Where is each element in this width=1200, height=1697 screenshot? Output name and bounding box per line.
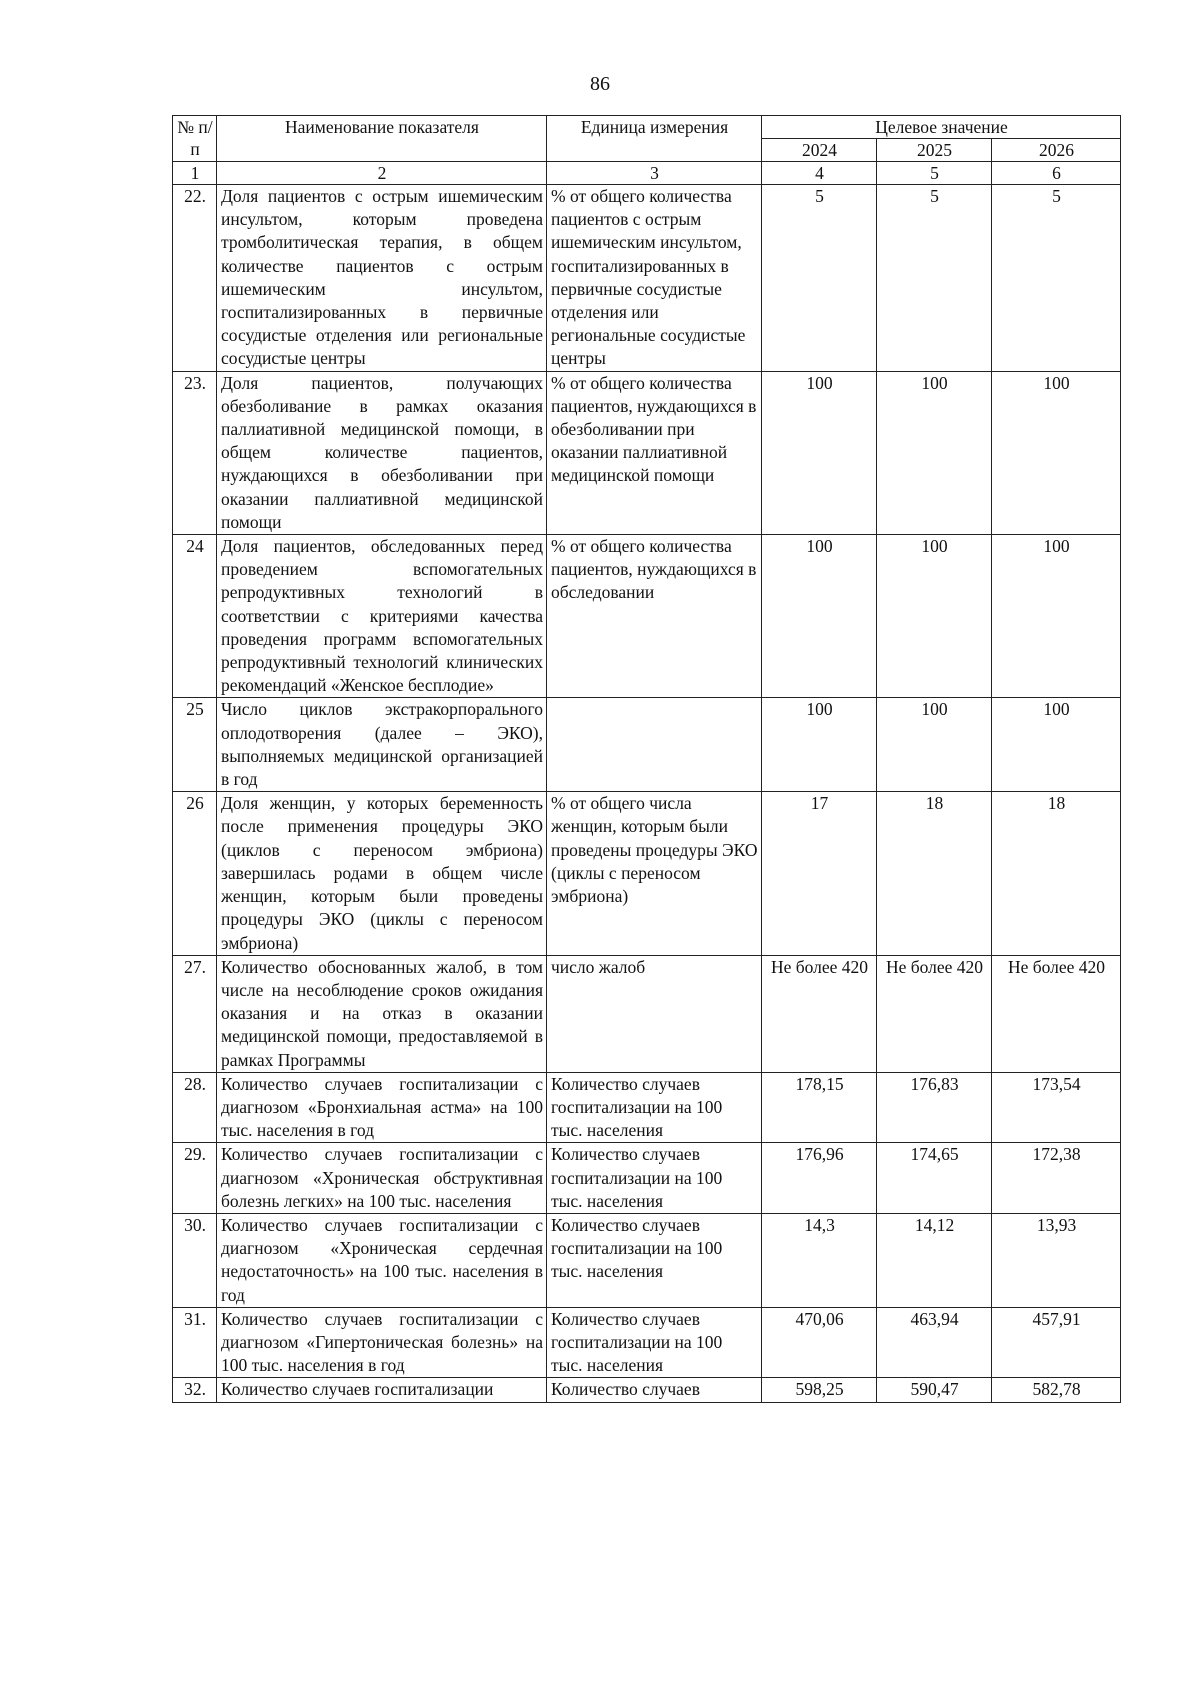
target-value-2026: 582,78 (992, 1378, 1121, 1402)
indicator-name: Количество случаев госпитализации (217, 1378, 547, 1402)
table-row (173, 698, 1121, 792)
row-number: 31. (173, 1307, 217, 1378)
column-number: 2 (217, 162, 547, 185)
target-value-2026: 5 (992, 185, 1121, 372)
target-value-2025: Не более 420 (877, 955, 992, 1072)
indicator-name: Доля пациентов, получающих обезболивание в рамках оказания паллиативной медицинской помощи, в общем количестве пациентов, нуждающихся в обезболивании при оказании паллиативной медицинской помощи (217, 371, 547, 534)
header-year-2026: 2026 (992, 139, 1121, 162)
table-row (173, 535, 1121, 698)
target-value-2025: 176,83 (877, 1072, 992, 1143)
target-value-2024: 470,06 (762, 1307, 877, 1378)
target-value-2026: Не более 420 (992, 955, 1121, 1072)
target-value-2026: 100 (992, 371, 1121, 534)
unit-of-measure: Количество случаев госпитализации на 100 тыс. населения (547, 1072, 762, 1143)
indicator-name: Количество случаев госпитализации с диагнозом «Хроническая обструктивная болезнь легких» на 100 тыс. населения (217, 1143, 547, 1214)
target-value-2025: 100 (877, 535, 992, 698)
header-year-2025: 2025 (877, 139, 992, 162)
target-value-2025: 590,47 (877, 1378, 992, 1402)
row-number: 28. (173, 1072, 217, 1143)
unit-of-measure: % от общего количества пациентов, нуждающихся в обследовании (547, 535, 762, 698)
unit-of-measure: Количество случаев госпитализации на 100 тыс. населения (547, 1213, 762, 1307)
header-target: Целевое значение (762, 116, 1121, 139)
unit-of-measure: Количество случаев госпитализации на 100 тыс. населения (547, 1307, 762, 1378)
table-row (173, 1072, 1121, 1143)
target-value-2026: 100 (992, 698, 1121, 792)
unit-of-measure: число жалоб (547, 955, 762, 1072)
target-value-2026: 18 (992, 792, 1121, 955)
target-value-2025: 18 (877, 792, 992, 955)
unit-of-measure (547, 698, 762, 792)
target-value-2024: 100 (762, 698, 877, 792)
header-name: Наименование показателя (217, 116, 547, 162)
target-value-2025: 5 (877, 185, 992, 372)
unit-of-measure: Количество случаев (547, 1378, 762, 1402)
indicator-name: Доля пациентов с острым ишемическим инсультом, которым проведена тромболитическая терапия, в общем количестве пациентов с острым ишемическим инсультом, госпитализированных в первичные сосудистые отделения или региональные сосудистые центры (217, 185, 547, 372)
target-value-2024: 176,96 (762, 1143, 877, 1214)
row-number: 29. (173, 1143, 217, 1214)
target-value-2025: 14,12 (877, 1213, 992, 1307)
column-number: 5 (877, 162, 992, 185)
indicators-table (172, 115, 1121, 1403)
target-value-2024: 14,3 (762, 1213, 877, 1307)
unit-of-measure: % от общего количества пациентов, нуждающихся в обезболивании при оказании паллиативной медицинской помощи (547, 371, 762, 534)
target-value-2024: 178,15 (762, 1072, 877, 1143)
target-value-2026: 100 (992, 535, 1121, 698)
target-value-2025: 174,65 (877, 1143, 992, 1214)
row-number: 27. (173, 955, 217, 1072)
table-row (173, 1378, 1121, 1402)
target-value-2024: 17 (762, 792, 877, 955)
row-number: 26 (173, 792, 217, 955)
indicator-name: Количество случаев госпитализации с диагнозом «Гипертоническая болезнь» на 100 тыс. населения в год (217, 1307, 547, 1378)
table-row (173, 792, 1121, 955)
column-number: 4 (762, 162, 877, 185)
target-value-2025: 463,94 (877, 1307, 992, 1378)
column-number: 1 (173, 162, 217, 185)
table-row (173, 185, 1121, 372)
indicator-name: Число циклов экстракорпорального оплодотворения (далее – ЭКО), выполняемых медицинской организацией в год (217, 698, 547, 792)
table-row (173, 1213, 1121, 1307)
row-number: 30. (173, 1213, 217, 1307)
table-row (173, 955, 1121, 1072)
target-value-2025: 100 (877, 698, 992, 792)
target-value-2026: 13,93 (992, 1213, 1121, 1307)
page-number: 86 (590, 73, 610, 95)
target-value-2024: 100 (762, 371, 877, 534)
target-value-2026: 173,54 (992, 1072, 1121, 1143)
indicator-name: Доля женщин, у которых беременность после применения процедуры ЭКО (циклов с переносом эмбриона) завершилась родами в общем числе женщин, которым были проведены процедуры ЭКО (циклы с переносом эмбриона) (217, 792, 547, 955)
table-row (173, 1143, 1121, 1214)
column-number: 6 (992, 162, 1121, 185)
row-number: 25 (173, 698, 217, 792)
row-number: 32. (173, 1378, 217, 1402)
unit-of-measure: Количество случаев госпитализации на 100 тыс. населения (547, 1143, 762, 1214)
indicator-name: Количество случаев госпитализации с диагнозом «Хроническая сердечная недостаточность» на 100 тыс. населения в год (217, 1213, 547, 1307)
header-year-2024: 2024 (762, 139, 877, 162)
row-number: 23. (173, 371, 217, 534)
target-value-2026: 172,38 (992, 1143, 1121, 1214)
target-value-2024: Не более 420 (762, 955, 877, 1072)
table-row (173, 1307, 1121, 1378)
table-header-row (173, 116, 1121, 139)
header-unit: Единица измерения (547, 116, 762, 162)
indicator-name: Количество обоснованных жалоб, в том числе на несоблюдение сроков ожидания оказания и на отказ в оказании медицинской помощи, предоставляемой в рамках Программы (217, 955, 547, 1072)
indicator-name: Доля пациентов, обследованных перед проведением вспомогательных репродуктивных технологий в соответствии с критериями качества проведения программ вспомогательных репродуктивный технологий клинических рекомендаций «Женское бесплодие» (217, 535, 547, 698)
table-row (173, 371, 1121, 534)
target-value-2024: 100 (762, 535, 877, 698)
row-number: 22. (173, 185, 217, 372)
target-value-2024: 598,25 (762, 1378, 877, 1402)
column-number: 3 (547, 162, 762, 185)
indicator-name: Количество случаев госпитализации с диагнозом «Бронхиальная астма» на 100 тыс. населения в год (217, 1072, 547, 1143)
unit-of-measure: % от общего количества пациентов с острым ишемическим инсультом, госпитализированных в первичные сосудистые отделения или региональные сосудистые центры (547, 185, 762, 372)
target-value-2026: 457,91 (992, 1307, 1121, 1378)
unit-of-measure: % от общего числа женщин, которым были проведены процедуры ЭКО (циклы с переносом эмбриона) (547, 792, 762, 955)
header-num: № п/п (173, 116, 217, 162)
target-value-2024: 5 (762, 185, 877, 372)
target-value-2025: 100 (877, 371, 992, 534)
table-column-numbers-row (173, 162, 1121, 185)
row-number: 24 (173, 535, 217, 698)
